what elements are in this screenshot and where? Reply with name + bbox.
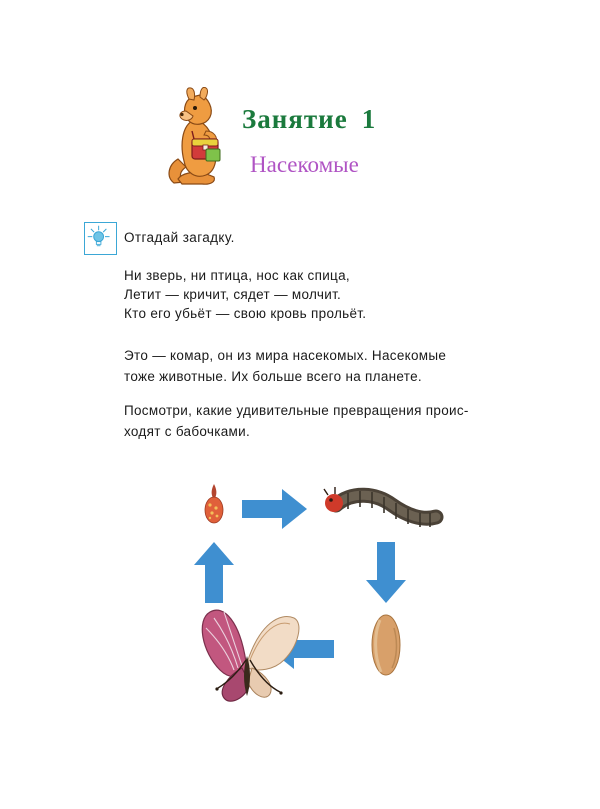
butterfly-stage-icon bbox=[188, 598, 310, 708]
paragraph-instruction-line-2: ходят с бабочками. bbox=[124, 424, 251, 439]
task-instruction: Отгадай загадку. bbox=[124, 230, 235, 245]
topic-title: Насекомые bbox=[250, 152, 359, 177]
riddle-line-2: Летит — кричит, сядет — молчит. bbox=[124, 287, 342, 302]
pupa-stage-icon bbox=[368, 612, 404, 678]
paragraph-answer-line-1: Это — комар, он из мира насекомых. Насекомые bbox=[124, 348, 447, 363]
paragraph-answer-line-2: тоже животные. Их больше всего на планете. bbox=[124, 369, 422, 384]
lesson-label: Занятие bbox=[242, 104, 348, 134]
lesson-number: 1 bbox=[361, 104, 377, 134]
riddle-text bbox=[124, 266, 524, 323]
arrow-egg-to-caterpillar bbox=[242, 488, 308, 530]
task-icon-box bbox=[84, 222, 117, 255]
paragraph-instruction-line-1: Посмотри, какие удивительные превращения проис- bbox=[124, 403, 469, 418]
page-header bbox=[100, 82, 520, 202]
riddle-line-3: Кто его убьёт — свою кровь прольёт. bbox=[124, 306, 367, 321]
paragraph-answer bbox=[124, 345, 514, 387]
arrow-butterfly-to-egg bbox=[193, 542, 235, 604]
page-title bbox=[242, 104, 376, 135]
riddle-line-1: Ни зверь, ни птица, нос как спица, bbox=[124, 268, 350, 283]
paragraph-instruction bbox=[124, 400, 516, 442]
butterfly-life-cycle-diagram bbox=[150, 470, 470, 725]
kangaroo-mascot-icon bbox=[162, 87, 234, 192]
caterpillar-stage-icon bbox=[322, 485, 450, 537]
arrow-caterpillar-to-pupa bbox=[365, 542, 407, 604]
egg-stage-icon bbox=[202, 482, 226, 526]
lightbulb-icon bbox=[85, 223, 115, 253]
